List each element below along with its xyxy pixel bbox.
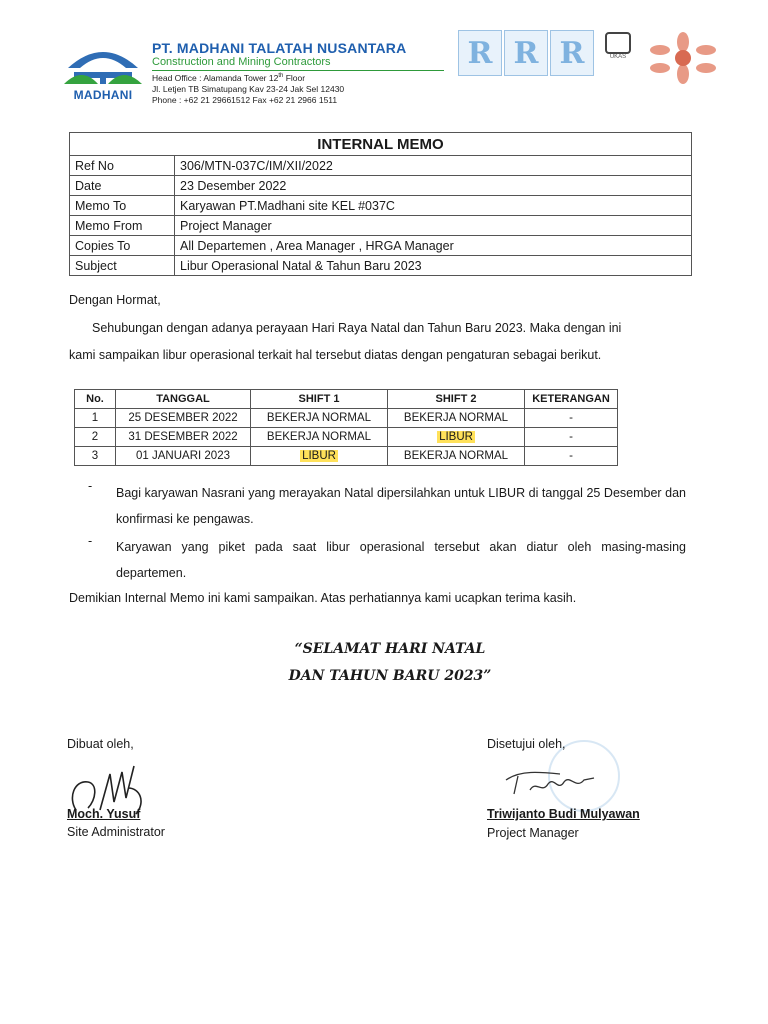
head-office-address: Head Office : Alamanda Tower 12th Floor [152, 73, 306, 83]
greeting-line2: DAN TAHUN BARU 2023” [288, 668, 492, 684]
memo-title: INTERNAL MEMO [70, 133, 692, 156]
row-number: 1 [75, 409, 116, 428]
certification-badge-icon [550, 30, 594, 76]
intro-paragraph-line2: kami sampaikan libur operasional terkait hal tersebut diatas dengan pengaturan sebagai berikut. [69, 348, 602, 362]
row-note: - [525, 447, 618, 466]
company-tagline: Construction and Mining Contractors [152, 56, 331, 68]
signatory-name-left: Moch. Yusuf [67, 807, 141, 821]
tagline-divider [152, 70, 444, 71]
memo-value: 306/MTN-037C/IM/XII/2022 [175, 156, 692, 176]
memo-value: Libur Operasional Natal & Tahun Baru 2023 [175, 256, 692, 276]
libur-highlight: LIBUR [302, 450, 336, 462]
memo-row [70, 256, 692, 276]
row-number: 3 [75, 447, 116, 466]
cert-letter: R [559, 35, 585, 71]
bullet-item: Karyawan yang piket pada saat libur operasional tersebut akan diatur oleh masing-masing departemen. [116, 540, 686, 580]
memo-header-table [69, 132, 692, 276]
bullet-item: Bagi karyawan Nasrani yang merayakan Natal dipersilahkan untuk LIBUR di tanggal 25 Desember dan konfirmasi ke pengawas. [116, 486, 686, 526]
greeting-line1: “SELAMAT HARI NATAL [294, 641, 486, 657]
memo-label: Memo From [70, 216, 175, 236]
row-shift2: BEKERJA NORMAL [388, 409, 525, 428]
cert-letter: R [467, 35, 493, 71]
certification-badge-icon [504, 30, 548, 76]
memo-row [70, 236, 692, 256]
row-note: - [525, 428, 618, 447]
row-shift1: BEKERJA NORMAL [251, 428, 388, 447]
memo-row [70, 196, 692, 216]
memo-row [70, 176, 692, 196]
memo-row [70, 156, 692, 176]
signatory-name-right: Triwijanto Budi Mulyawan [487, 807, 640, 821]
memo-row [70, 216, 692, 236]
column-header: SHIFT 2 [388, 390, 525, 409]
row-number: 2 [75, 428, 116, 447]
row-date: 01 JANUARI 2023 [116, 447, 251, 466]
intro-paragraph-line1: Sehubungan dengan adanya perayaan Hari Raya Natal dan Tahun Baru 2023. Maka dengan ini [92, 321, 622, 335]
column-header: KETERANGAN [525, 390, 618, 409]
row-shift2-cell [388, 428, 525, 447]
memo-value: Karyawan PT.Madhani site KEL #037C [175, 196, 692, 216]
table-row [75, 447, 618, 466]
column-header: No. [75, 390, 116, 409]
approved-by-label: Disetujui oleh, [487, 737, 566, 751]
crown-icon [605, 32, 631, 54]
company-name: PT. MADHANI TALATAH NUSANTARA [152, 40, 407, 56]
column-header: SHIFT 1 [251, 390, 388, 409]
row-shift1-cell [251, 447, 388, 466]
table-row [75, 409, 618, 428]
memo-label: Ref No [70, 156, 175, 176]
row-note: - [525, 409, 618, 428]
row-date: 25 DESEMBER 2022 [116, 409, 251, 428]
row-shift1: BEKERJA NORMAL [251, 409, 388, 428]
ukas-mark-icon [598, 32, 638, 76]
street-address: Jl. Letjen TB Simatupang Kav 23-24 Jak Sel 12430 [152, 84, 345, 94]
row-date: 31 DESEMBER 2022 [116, 428, 251, 447]
memo-label: Copies To [70, 236, 175, 256]
bullet-mark: - [88, 534, 93, 548]
signature-scribble-right [500, 766, 600, 800]
memo-value: All Departemen , Area Manager , HRGA Manager [175, 236, 692, 256]
signatory-role-right: Project Manager [487, 826, 579, 840]
bullet-mark: - [88, 479, 93, 493]
cert-letter: R [513, 35, 539, 71]
logo-wordmark: MADHANI [73, 88, 133, 102]
schedule-header-row [75, 390, 618, 409]
row-shift2: BEKERJA NORMAL [388, 447, 525, 466]
closing-paragraph: Demikian Internal Memo ini kami sampaikan. Atas perhatiannya kami ucapkan terima kasih. [69, 591, 577, 605]
memo-label: Subject [70, 256, 175, 276]
memo-value: 23 Desember 2022 [175, 176, 692, 196]
salutation: Dengan Hormat, [69, 293, 161, 307]
award-flower-icon [644, 30, 722, 86]
signatory-role-left: Site Administrator [67, 825, 165, 839]
memo-value: Project Manager [175, 216, 692, 236]
prepared-by-label: Dibuat oleh, [67, 737, 134, 751]
column-header: TANGGAL [116, 390, 251, 409]
memo-label: Memo To [70, 196, 175, 216]
ukas-label: UKAS [609, 54, 627, 60]
memo-label: Date [70, 176, 175, 196]
phone-fax: Phone : +62 21 29661512 Fax +62 21 2966 1511 [152, 95, 338, 105]
libur-highlight: LIBUR [439, 431, 473, 443]
table-row [75, 428, 618, 447]
schedule-table [74, 389, 618, 466]
certification-badge-icon [458, 30, 502, 76]
